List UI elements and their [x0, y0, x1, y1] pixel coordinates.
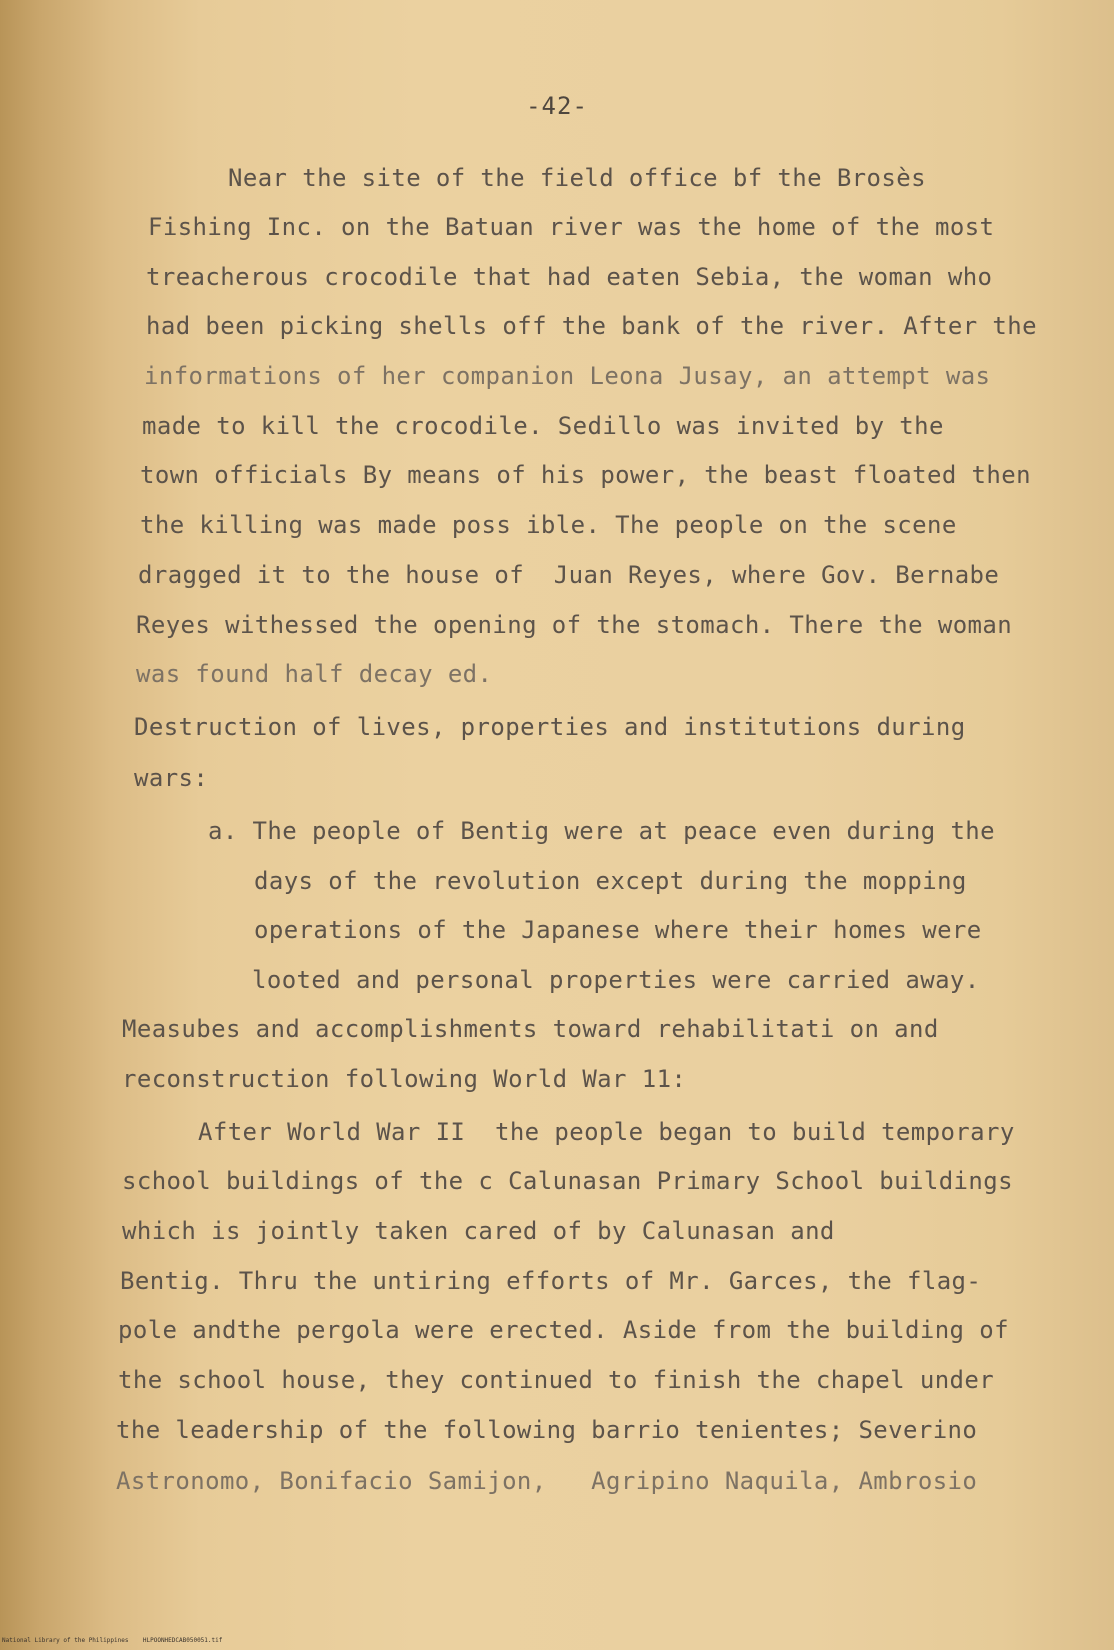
text-line: Bentig. Thru the untiring efforts of Mr. Garces, the flag-: [120, 1267, 982, 1295]
text-line: town officials By means of his power, the beast floated then: [140, 461, 1031, 489]
text-line: a. The people of Bentig were at peace even during the: [208, 817, 996, 845]
text-line: Astronomo, Bonifacio Samijon, Agripino Naquila, Ambrosio: [116, 1467, 978, 1495]
text-line: Near the site of the field office bf the Brosès: [228, 164, 926, 192]
text-line: was found half decay ed.: [136, 660, 493, 688]
page-number: -42-: [526, 92, 588, 120]
section-heading: reconstruction following World War 11:: [122, 1065, 687, 1093]
text-line: After World War II the people began to build temporary: [198, 1118, 1015, 1146]
text-line: operations of the Japanese where their homes were: [254, 916, 982, 944]
text-line: treacherous crocodile that had eaten Sebia, the woman who: [146, 263, 993, 291]
text-line: dragged it to the house of Juan Reyes, where Gov. Bernabe: [138, 561, 1000, 589]
text-line: school buildings of the c Calunasan Primary School buildings: [122, 1167, 1013, 1195]
text-line: Fishing Inc. on the Batuan river was the home of the most: [148, 213, 995, 241]
text-line: which is jointly taken cared of by Calunasan and: [122, 1217, 835, 1245]
text-line: days of the revolution except during the mopping: [254, 867, 967, 895]
text-line: looted and personal properties were carried away.: [252, 966, 980, 994]
text-line: had been picking shells off the bank of the river. After the: [146, 312, 1037, 340]
section-heading: Destruction of lives, properties and institutions during: [134, 713, 966, 741]
text-line: the leadership of the following barrio tenientes; Severino: [116, 1416, 978, 1444]
text-line: the school house, they continued to finish the chapel under: [118, 1366, 995, 1394]
text-line: informations of her companion Leona Jusay, an attempt was: [144, 362, 991, 390]
archive-footer: National Library of the Philippines HLPOONHEDCAB050051.tif: [2, 1637, 223, 1644]
text-line: pole andthe pergola were erected. Aside from the building of: [118, 1316, 1009, 1344]
section-heading: Measubes and accomplishments toward rehabilitati on and: [122, 1015, 939, 1043]
text-line: Reyes withessed the opening of the stomach. There the woman: [136, 611, 1013, 639]
text-line: made to kill the crocodile. Sedillo was invited by the: [142, 412, 944, 440]
section-heading: wars:: [134, 764, 209, 792]
text-line: the killing was made poss ible. The people on the scene: [140, 511, 957, 539]
